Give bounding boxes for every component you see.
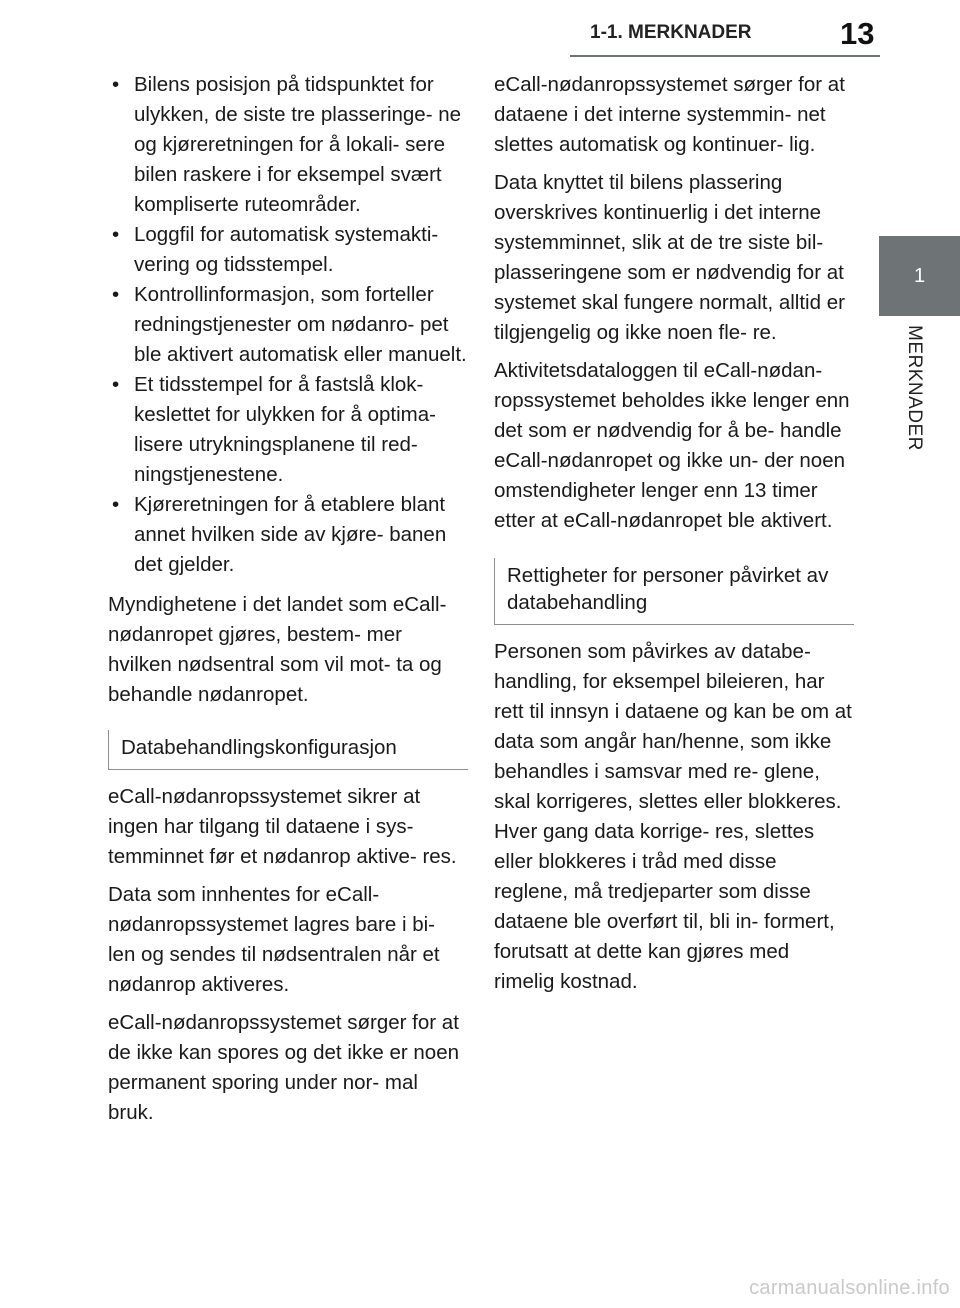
section-heading-rights: Rettigheter for personer påvirket av databehandling (494, 558, 854, 625)
list-item: • Et tidsstempel for å fastslå klok- keslettet for ulykken for å optima- lisere utrykningsplanene til red- ningstjenestene. (108, 370, 468, 490)
chapter-tab-label: MERKNADER (904, 325, 925, 451)
paragraph: eCall-nødanropssystemet sørger for at de ikke kan spores og det ikke er noen permanent sporing under nor- mal bruk. (108, 1011, 459, 1124)
list-item: • Bilens posisjon på tidspunktet for ulykken, de siste tre plasseringe- ne og kjøreretningen for å lokali- sere bilen raskere i for eksempel svært kompliserte ruteområder. (108, 70, 468, 220)
chapter-tab-number: 1 (913, 264, 926, 287)
paragraph: Data knyttet til bilens plassering overskrives kontinuerlig i det interne systemminnet, slik at de tre siste bil- plasseringene som er nødvendig for at systemet skal fungere normalt, alltid er tilgjengelig og ikke noen fle- re. (494, 171, 845, 344)
rights-paragraph: Personen som påvirkes av databe- handling, for eksempel bileieren, har rett til innsyn i dataene og kan be om at data som angår han/henne, som ikke behandles i samsvar med re- glene, skal korrigeres, slettes eller blokkeres. Hver gang data korrige- res, slettes eller blokkeres i tråd med disse reglene, må tredjeparter som disse dataene ble overført til, bli in- formert, forutsatt at dette kan gjøres med rimelig kostnad. (494, 640, 852, 993)
data-bullet-list (108, 70, 468, 580)
authorities-paragraph: Myndighetene i det landet som eCall-nødanropet gjøres, bestem- mer hvilken nødsentral som vil mot- ta og behandle nødanropet. (108, 593, 447, 706)
left-column (108, 70, 468, 1136)
list-item: • Kontrollinformasjon, som forteller redningstjenester om nødanro- pet ble aktivert automatisk eller manuelt. (108, 280, 468, 370)
watermark: carmanualsonline.info (749, 1277, 950, 1299)
right-column (494, 70, 854, 1005)
paragraph: Data som innhentes for eCall- nødanropssystemet lagres bare i bi- len og sendes til nødsentralen når et nødanrop aktiveres. (108, 883, 440, 996)
chapter-title: 1-1. MERKNADER (590, 22, 752, 43)
page-number: 13 (840, 16, 875, 51)
list-item: • Kjøreretningen for å etablere blant annet hvilken side av kjøre- banen det gjelder. (108, 490, 468, 580)
section-heading-data-processing: Databehandlingskonfigurasjon (108, 730, 468, 770)
paragraph: eCall-nødanropssystemet sikrer at ingen har tilgang til dataene i sys- temminnet før et nødanrop aktive- res. (108, 785, 457, 868)
paragraph: eCall-nødanropssystemet sørger for at dataene i det interne systemmin- net slettes automatisk og kontinuer- lig. (494, 73, 845, 156)
list-item: • Loggfil for automatisk systemakti- vering og tidsstempel. (108, 220, 468, 280)
chapter-tab (879, 236, 960, 316)
header-rule (570, 55, 880, 57)
paragraph: Aktivitetsdataloggen til eCall-nødan- ropssystemet beholdes ikke lenger enn det som er nødvendig for å be- handle eCall-nødanropet og ikke un- der noen omstendigheter lenger enn 13 timer etter at eCall-nødanropet ble aktivert. (494, 359, 850, 532)
